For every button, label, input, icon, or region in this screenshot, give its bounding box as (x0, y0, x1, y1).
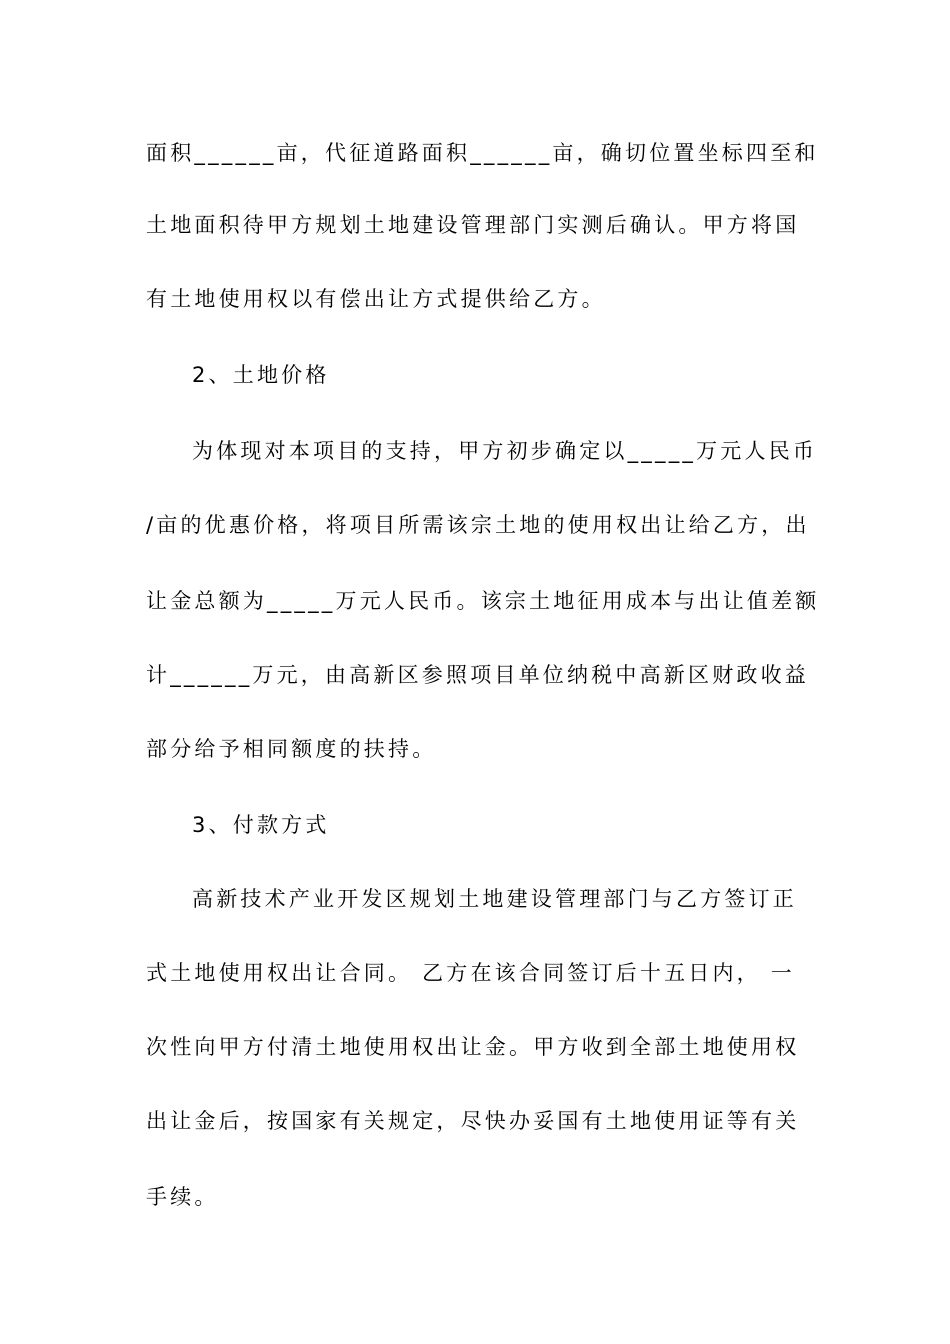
paragraph-line: 出让金后，按国家有关规定，尽快办妥国有土地使用证等有关 (146, 1109, 800, 1133)
paragraph-line: 式土地使用权出让合同。 乙方在该合同签订后十五日内， 一 (146, 961, 795, 985)
section-heading: 2、土地价格 (192, 363, 330, 387)
paragraph-line: /亩的优惠价格，将项目所需该宗土地的使用权出让给乙方，出 (146, 513, 810, 537)
paragraph-line: 高新技术产业开发区规划土地建设管理部门与乙方签订正 (192, 887, 797, 911)
paragraph-line: 计______万元，由高新区参照项目单位纳税中高新区财政收益 (146, 663, 809, 687)
section-heading: 3、付款方式 (192, 813, 330, 837)
paragraph-line: 部分给予相同额度的扶持。 (146, 737, 437, 761)
paragraph-line: 手续。 (146, 1185, 219, 1209)
paragraph-line: 让金总额为_____万元人民币。该宗土地征用成本与出让值差额 (146, 589, 820, 613)
paragraph-line: 次性向甲方付清土地使用权出让金。甲方收到全部土地使用权 (146, 1035, 800, 1059)
paragraph-line: 为体现对本项目的支持，甲方初步确定以_____万元人民币 (192, 439, 818, 463)
paragraph-line: 面积______亩，代征道路面积______亩，确切位置坐标四至和 (146, 141, 819, 165)
paragraph-line: 土地面积待甲方规划土地建设管理部门实测后确认。甲方将国 (146, 213, 800, 237)
paragraph-line: 有土地使用权以有偿出让方式提供给乙方。 (146, 287, 606, 311)
